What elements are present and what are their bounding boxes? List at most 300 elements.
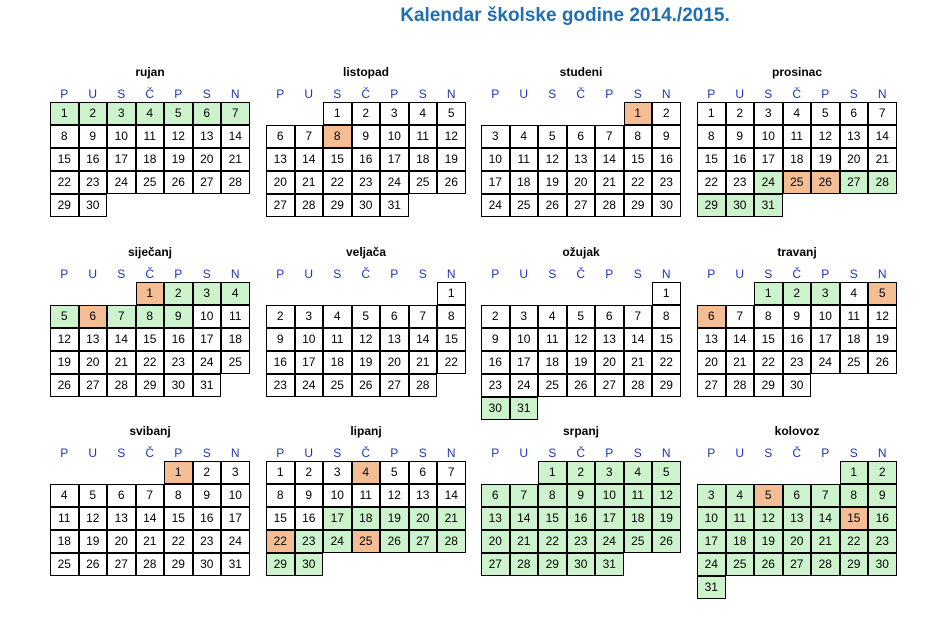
day-cell: 2	[868, 461, 897, 484]
day-cell: 12	[868, 305, 897, 328]
day-cell: 4	[510, 125, 539, 148]
day-cell: 22	[538, 530, 567, 553]
day-cell: 23	[868, 530, 897, 553]
weekday-header: S	[849, 267, 858, 281]
day-cell: 5	[380, 461, 409, 484]
weekday-header: U	[735, 446, 745, 460]
day-cell: 4	[726, 484, 755, 507]
month-name: travanj	[777, 245, 817, 259]
day-cell: 13	[595, 328, 624, 351]
weekday-header: S	[202, 87, 211, 101]
day-cell: 26	[50, 374, 79, 397]
weekday-header: P	[821, 267, 830, 281]
weekday-header: Č	[792, 267, 802, 281]
day-cell: 13	[697, 328, 726, 351]
day-cell: 19	[437, 148, 466, 171]
day-cell: 28	[295, 194, 324, 217]
day-cell: 13	[783, 507, 812, 530]
day-cell: 7	[437, 461, 466, 484]
day-cell: 20	[840, 148, 869, 171]
day-cell: 8	[164, 484, 193, 507]
day-cell: 4	[624, 461, 653, 484]
weekday-header: S	[418, 87, 427, 101]
weekday-header: U	[519, 446, 529, 460]
day-cell: 22	[437, 351, 466, 374]
day-cell: 7	[221, 102, 250, 125]
day-cell: 3	[595, 461, 624, 484]
day-cell: 9	[652, 125, 681, 148]
weekday-header: P	[276, 87, 285, 101]
weekday-header: S	[764, 446, 773, 460]
day-cell: 14	[726, 328, 755, 351]
weekday-header: S	[202, 267, 211, 281]
day-cell: 4	[840, 282, 869, 305]
day-cell: 2	[266, 305, 295, 328]
weekday-header: N	[230, 446, 240, 460]
day-cell: 30	[352, 194, 381, 217]
day-cell: 9	[726, 125, 755, 148]
weekday-header: N	[446, 267, 456, 281]
day-cell: 5	[50, 305, 79, 328]
day-cell: 18	[50, 530, 79, 553]
weekday-header: Č	[792, 87, 802, 101]
day-cell: 1	[266, 461, 295, 484]
day-cell: 26	[352, 374, 381, 397]
day-cell: 2	[352, 102, 381, 125]
day-cell: 19	[79, 530, 108, 553]
month-ožujak	[481, 245, 681, 415]
day-cell: 8	[538, 484, 567, 507]
weekday-header: P	[174, 446, 183, 460]
weekday-header: P	[605, 267, 614, 281]
day-cell: 15	[652, 328, 681, 351]
day-cell: 18	[783, 148, 812, 171]
day-cell: 29	[754, 374, 783, 397]
weekday-header: P	[491, 267, 500, 281]
day-cell: 6	[595, 305, 624, 328]
weekday-header: U	[88, 267, 98, 281]
day-cell: 26	[164, 171, 193, 194]
day-cell: 16	[266, 351, 295, 374]
day-cell: 6	[107, 484, 136, 507]
day-cell: 23	[164, 351, 193, 374]
day-cell: 23	[295, 530, 324, 553]
day-cell: 10	[510, 328, 539, 351]
day-cell: 13	[266, 148, 295, 171]
day-cell: 22	[266, 530, 295, 553]
day-cell: 19	[652, 507, 681, 530]
day-cell: 19	[811, 148, 840, 171]
weekday-header: U	[735, 267, 745, 281]
day-cell: 26	[538, 194, 567, 217]
day-cell: 26	[868, 351, 897, 374]
weekday-header: S	[633, 446, 642, 460]
day-cell: 25	[352, 530, 381, 553]
month-name: rujan	[135, 65, 165, 79]
day-cell: 12	[567, 328, 596, 351]
month-studeni	[481, 65, 681, 218]
day-cell: 29	[50, 194, 79, 217]
day-cell: 13	[107, 507, 136, 530]
day-cell: 7	[726, 305, 755, 328]
weekday-header: P	[821, 87, 830, 101]
day-cell: 24	[811, 351, 840, 374]
month-name: srpanj	[562, 424, 599, 438]
day-cell: 11	[50, 507, 79, 530]
weekday-header: N	[877, 267, 887, 281]
day-cell: 27	[783, 553, 812, 576]
day-cell: 17	[811, 328, 840, 351]
day-cell: 9	[481, 328, 510, 351]
month-name: siječanj	[127, 245, 173, 259]
weekday-header: U	[304, 446, 314, 460]
weekday-header: P	[491, 87, 500, 101]
day-cell: 29	[323, 194, 352, 217]
day-cell: 4	[538, 305, 567, 328]
day-cell: 27	[266, 194, 295, 217]
day-cell: 31	[754, 194, 783, 217]
weekday-header: P	[390, 446, 399, 460]
weekday-header: S	[764, 87, 773, 101]
weekday-header: Č	[576, 87, 586, 101]
weekday-header: P	[390, 267, 399, 281]
day-cell: 24	[295, 374, 324, 397]
day-cell: 11	[510, 148, 539, 171]
weekday-header: S	[849, 446, 858, 460]
day-cell: 11	[409, 125, 438, 148]
day-cell: 16	[352, 148, 381, 171]
month-listopad	[266, 65, 466, 218]
weekday-header: S	[202, 446, 211, 460]
day-cell: 4	[50, 484, 79, 507]
day-cell: 19	[352, 351, 381, 374]
day-cell: 15	[624, 148, 653, 171]
day-cell: 2	[726, 102, 755, 125]
day-cell: 23	[783, 351, 812, 374]
day-cell: 25	[136, 171, 165, 194]
day-cell: 14	[437, 484, 466, 507]
weekday-header: N	[877, 446, 887, 460]
day-cell: 27	[193, 171, 222, 194]
day-cell: 1	[754, 282, 783, 305]
day-cell: 5	[868, 282, 897, 305]
day-cell: 9	[295, 484, 324, 507]
day-cell: 27	[79, 374, 108, 397]
day-cell: 29	[840, 553, 869, 576]
weekday-header: P	[60, 446, 69, 460]
day-cell: 6	[567, 125, 596, 148]
day-cell: 28	[409, 374, 438, 397]
weekday-header: Č	[145, 87, 155, 101]
day-cell: 3	[697, 484, 726, 507]
day-cell: 1	[624, 102, 653, 125]
day-cell: 3	[193, 282, 222, 305]
day-cell: 1	[136, 282, 165, 305]
month-kolovoz	[697, 424, 897, 594]
day-cell: 6	[193, 102, 222, 125]
day-cell: 4	[783, 102, 812, 125]
day-cell: 27	[567, 194, 596, 217]
weekday-header: P	[491, 446, 500, 460]
weekday-header: P	[60, 267, 69, 281]
day-cell: 10	[811, 305, 840, 328]
day-cell: 2	[79, 102, 108, 125]
day-cell: 12	[352, 328, 381, 351]
day-cell: 24	[221, 530, 250, 553]
weekday-header: U	[304, 267, 314, 281]
day-cell: 29	[652, 374, 681, 397]
day-cell: 17	[595, 507, 624, 530]
day-cell: 2	[481, 305, 510, 328]
day-cell: 24	[697, 553, 726, 576]
day-cell: 8	[136, 305, 165, 328]
day-cell: 26	[437, 171, 466, 194]
day-cell: 18	[726, 530, 755, 553]
weekday-header: S	[333, 446, 342, 460]
day-cell: 20	[193, 148, 222, 171]
day-cell: 24	[481, 194, 510, 217]
day-cell: 26	[380, 530, 409, 553]
day-cell: 31	[221, 553, 250, 576]
day-cell: 24	[107, 171, 136, 194]
day-cell: 19	[567, 351, 596, 374]
weekday-header: S	[117, 267, 126, 281]
weekday-header: S	[117, 446, 126, 460]
day-cell: 22	[624, 171, 653, 194]
day-cell: 3	[295, 305, 324, 328]
day-cell: 15	[840, 507, 869, 530]
page-title: Kalendar školske godine 2014./2015.	[400, 5, 730, 26]
day-cell: 28	[595, 194, 624, 217]
day-cell: 6	[409, 461, 438, 484]
day-cell: 19	[50, 351, 79, 374]
month-name: svibanj	[129, 424, 171, 438]
day-cell: 16	[164, 328, 193, 351]
day-cell: 30	[652, 194, 681, 217]
day-cell: 5	[811, 102, 840, 125]
day-cell: 6	[380, 305, 409, 328]
day-cell: 26	[567, 374, 596, 397]
day-cell: 8	[697, 125, 726, 148]
day-cell: 11	[538, 328, 567, 351]
weekday-header: P	[276, 267, 285, 281]
day-cell: 9	[868, 484, 897, 507]
day-cell: 2	[193, 461, 222, 484]
day-cell: 20	[266, 171, 295, 194]
day-cell: 25	[323, 374, 352, 397]
day-cell: 20	[567, 171, 596, 194]
day-cell: 25	[783, 171, 812, 194]
day-cell: 21	[868, 148, 897, 171]
day-cell: 30	[567, 553, 596, 576]
month-name: studeni	[559, 65, 603, 79]
day-cell: 21	[595, 171, 624, 194]
day-cell: 7	[107, 305, 136, 328]
day-cell: 8	[266, 484, 295, 507]
day-cell: 12	[811, 125, 840, 148]
day-cell: 18	[409, 148, 438, 171]
day-cell: 26	[811, 171, 840, 194]
day-cell: 30	[164, 374, 193, 397]
day-cell: 27	[107, 553, 136, 576]
day-cell: 15	[538, 507, 567, 530]
day-cell: 21	[107, 351, 136, 374]
day-cell: 30	[193, 553, 222, 576]
day-cell: 25	[538, 374, 567, 397]
day-cell: 27	[697, 374, 726, 397]
day-cell: 16	[652, 148, 681, 171]
day-cell: 15	[323, 148, 352, 171]
day-cell: 17	[510, 351, 539, 374]
day-cell: 14	[868, 125, 897, 148]
day-cell: 19	[164, 148, 193, 171]
day-cell: 6	[481, 484, 510, 507]
day-cell: 30	[295, 553, 324, 576]
day-cell: 8	[323, 125, 352, 148]
day-cell: 11	[783, 125, 812, 148]
day-cell: 1	[538, 461, 567, 484]
day-cell: 18	[323, 351, 352, 374]
weekday-header: P	[707, 446, 716, 460]
day-cell: 5	[79, 484, 108, 507]
day-cell: 30	[481, 397, 510, 420]
day-cell: 29	[266, 553, 295, 576]
day-cell: 3	[811, 282, 840, 305]
day-cell: 27	[380, 374, 409, 397]
day-cell: 31	[510, 397, 539, 420]
weekday-header: S	[333, 87, 342, 101]
day-cell: 20	[783, 530, 812, 553]
day-cell: 29	[136, 374, 165, 397]
day-cell: 13	[840, 125, 869, 148]
weekday-header: S	[548, 446, 557, 460]
weekday-header: U	[519, 87, 529, 101]
weekday-header: Č	[361, 267, 371, 281]
day-cell: 4	[221, 282, 250, 305]
weekday-header: N	[661, 87, 671, 101]
day-cell: 3	[510, 305, 539, 328]
weekday-header: S	[764, 267, 773, 281]
day-cell: 20	[697, 351, 726, 374]
day-cell: 28	[510, 553, 539, 576]
day-cell: 8	[624, 125, 653, 148]
day-cell: 7	[811, 484, 840, 507]
day-cell: 28	[107, 374, 136, 397]
day-cell: 27	[481, 553, 510, 576]
day-cell: 5	[538, 125, 567, 148]
day-cell: 22	[323, 171, 352, 194]
day-cell: 9	[783, 305, 812, 328]
weekday-header: N	[230, 87, 240, 101]
day-cell: 7	[510, 484, 539, 507]
day-cell: 11	[726, 507, 755, 530]
day-cell: 21	[409, 351, 438, 374]
day-cell: 7	[868, 102, 897, 125]
day-cell: 3	[481, 125, 510, 148]
day-cell: 3	[107, 102, 136, 125]
day-cell: 31	[193, 374, 222, 397]
day-cell: 28	[437, 530, 466, 553]
day-cell: 8	[840, 484, 869, 507]
day-cell: 11	[840, 305, 869, 328]
day-cell: 18	[510, 171, 539, 194]
weekday-header: P	[174, 267, 183, 281]
weekday-header: P	[605, 446, 614, 460]
day-cell: 10	[323, 484, 352, 507]
day-cell: 24	[323, 530, 352, 553]
day-cell: 3	[323, 461, 352, 484]
day-cell: 16	[726, 148, 755, 171]
day-cell: 16	[783, 328, 812, 351]
day-cell: 24	[380, 171, 409, 194]
day-cell: 4	[136, 102, 165, 125]
weekday-header: Č	[145, 446, 155, 460]
month-name: veljača	[345, 245, 387, 259]
day-cell: 15	[754, 328, 783, 351]
weekday-header: S	[548, 87, 557, 101]
day-cell: 19	[754, 530, 783, 553]
day-cell: 20	[79, 351, 108, 374]
weekday-header: N	[446, 87, 456, 101]
weekday-header: S	[633, 87, 642, 101]
day-cell: 28	[136, 553, 165, 576]
day-cell: 10	[481, 148, 510, 171]
day-cell: 11	[624, 484, 653, 507]
day-cell: 25	[409, 171, 438, 194]
day-cell: 7	[595, 125, 624, 148]
day-cell: 8	[437, 305, 466, 328]
day-cell: 7	[409, 305, 438, 328]
day-cell: 20	[409, 507, 438, 530]
day-cell: 16	[295, 507, 324, 530]
day-cell: 18	[221, 328, 250, 351]
day-cell: 24	[193, 351, 222, 374]
weekday-header: P	[60, 87, 69, 101]
day-cell: 25	[510, 194, 539, 217]
day-cell: 6	[783, 484, 812, 507]
day-cell: 28	[726, 374, 755, 397]
month-svibanj	[50, 424, 250, 577]
day-cell: 1	[840, 461, 869, 484]
weekday-header: Č	[361, 446, 371, 460]
weekday-header: S	[117, 87, 126, 101]
day-cell: 2	[295, 461, 324, 484]
day-cell: 3	[380, 102, 409, 125]
day-cell: 25	[221, 351, 250, 374]
weekday-header: Č	[576, 446, 586, 460]
day-cell: 15	[136, 328, 165, 351]
day-cell: 13	[481, 507, 510, 530]
day-cell: 7	[295, 125, 324, 148]
day-cell: 21	[811, 530, 840, 553]
day-cell: 22	[136, 351, 165, 374]
day-cell: 21	[295, 171, 324, 194]
day-cell: 6	[79, 305, 108, 328]
day-cell: 25	[624, 530, 653, 553]
weekday-header: S	[548, 267, 557, 281]
weekday-header: P	[707, 267, 716, 281]
day-cell: 1	[323, 102, 352, 125]
day-cell: 22	[697, 171, 726, 194]
day-cell: 2	[652, 102, 681, 125]
day-cell: 14	[107, 328, 136, 351]
day-cell: 20	[380, 351, 409, 374]
day-cell: 19	[538, 171, 567, 194]
weekday-header: S	[849, 87, 858, 101]
day-cell: 30	[783, 374, 812, 397]
weekday-header: N	[661, 267, 671, 281]
day-cell: 12	[538, 148, 567, 171]
